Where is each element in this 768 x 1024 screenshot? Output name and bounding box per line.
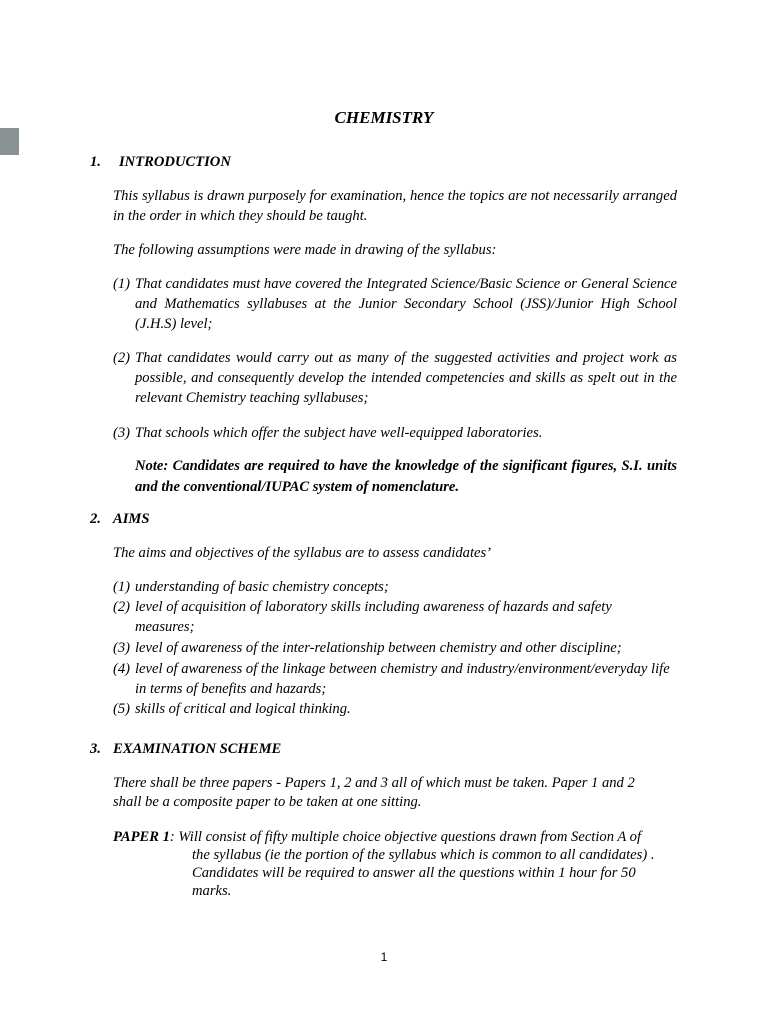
aims-item <box>113 597 653 637</box>
section-number: 3. <box>90 741 101 757</box>
paper1-first-line: : Will consist of fifty multiple choice objective questions drawn from Section A of <box>169 829 642 845</box>
section-number: 2. <box>90 511 101 527</box>
assumption-item <box>113 274 677 334</box>
item-label: (1) <box>113 276 131 292</box>
item-text: That candidates must have covered the Integrated Science/Basic Science or General Science and Mathematics syllabuses at the Junior Secondary School (JSS)/Junior High School (J.H.S) level; <box>135 276 677 332</box>
intro-paragraph: This syllabus is drawn purposely for examination, hence the topics are not necessarily arranged in the order in which they should be taught. <box>113 188 677 224</box>
section-title: INTRODUCTION <box>119 154 231 170</box>
page-number: 1 <box>380 950 388 964</box>
aims-item <box>113 638 677 658</box>
section-number: 1. <box>90 154 101 170</box>
item-text: level of acquisition of laboratory skills including awareness of hazards and safety measures; <box>135 599 612 635</box>
item-text: level of awareness of the linkage between chemistry and industry/environment/everyday life in terms of benefits and hazards; <box>135 661 670 697</box>
section-title: AIMS <box>113 511 150 527</box>
item-text: level of awareness of the inter-relationship between chemistry and other discipline; <box>135 640 622 656</box>
item-label: (2) <box>113 350 131 366</box>
exam-paragraph: There shall be three papers - Papers 1, 2 and 3 all of which must be taken. Paper 1 and 2 shall be a composite paper to be taken at one sitting. <box>113 775 635 810</box>
aims-item <box>113 659 677 699</box>
item-text: That candidates would carry out as many of the suggested activities and project work as possible, and consequently develop the intended competencies and skills as spelt out in the relevant Chemistry teaching syllabuses; <box>135 350 677 406</box>
aims-item <box>113 577 677 597</box>
section-title: EXAMINATION SCHEME <box>113 741 282 757</box>
item-label: (4) <box>113 661 131 677</box>
section-heading-aims <box>90 511 150 528</box>
item-label: (1) <box>113 579 131 595</box>
assumption-item <box>113 423 677 443</box>
assumptions-intro: The following assumptions were made in drawing of the syllabus: <box>113 242 497 258</box>
aims-item <box>113 699 677 719</box>
section-heading-examination-scheme <box>90 741 281 758</box>
item-label: (5) <box>113 701 131 717</box>
aims-intro: The aims and objectives of the syllabus are to assess candidates’ <box>113 545 492 561</box>
item-text: understanding of basic chemistry concepts; <box>135 579 389 595</box>
paper1-continuation: the syllabus (ie the portion of the syllabus which is common to all candidates) . Candidates will be required to answer all the questions within 1 hour for 50 marks. <box>192 847 655 899</box>
document-title: CHEMISTRY <box>334 108 434 127</box>
note-text: Note: Candidates are required to have the knowledge of the significant figures, S.I. units and the conventional/IUPAC system of nomenclature. <box>135 458 677 495</box>
assumption-item <box>113 348 677 408</box>
item-label: (3) <box>113 425 131 441</box>
item-text: That schools which offer the subject have well-equipped laboratories. <box>135 425 543 441</box>
paper1-block <box>113 828 673 899</box>
section-heading-introduction <box>90 154 231 171</box>
item-text: skills of critical and logical thinking. <box>135 701 351 717</box>
paper1-label: PAPER 1 <box>113 829 170 845</box>
item-label: (3) <box>113 640 131 656</box>
item-label: (2) <box>113 599 131 615</box>
page-tab-marker <box>0 128 19 155</box>
